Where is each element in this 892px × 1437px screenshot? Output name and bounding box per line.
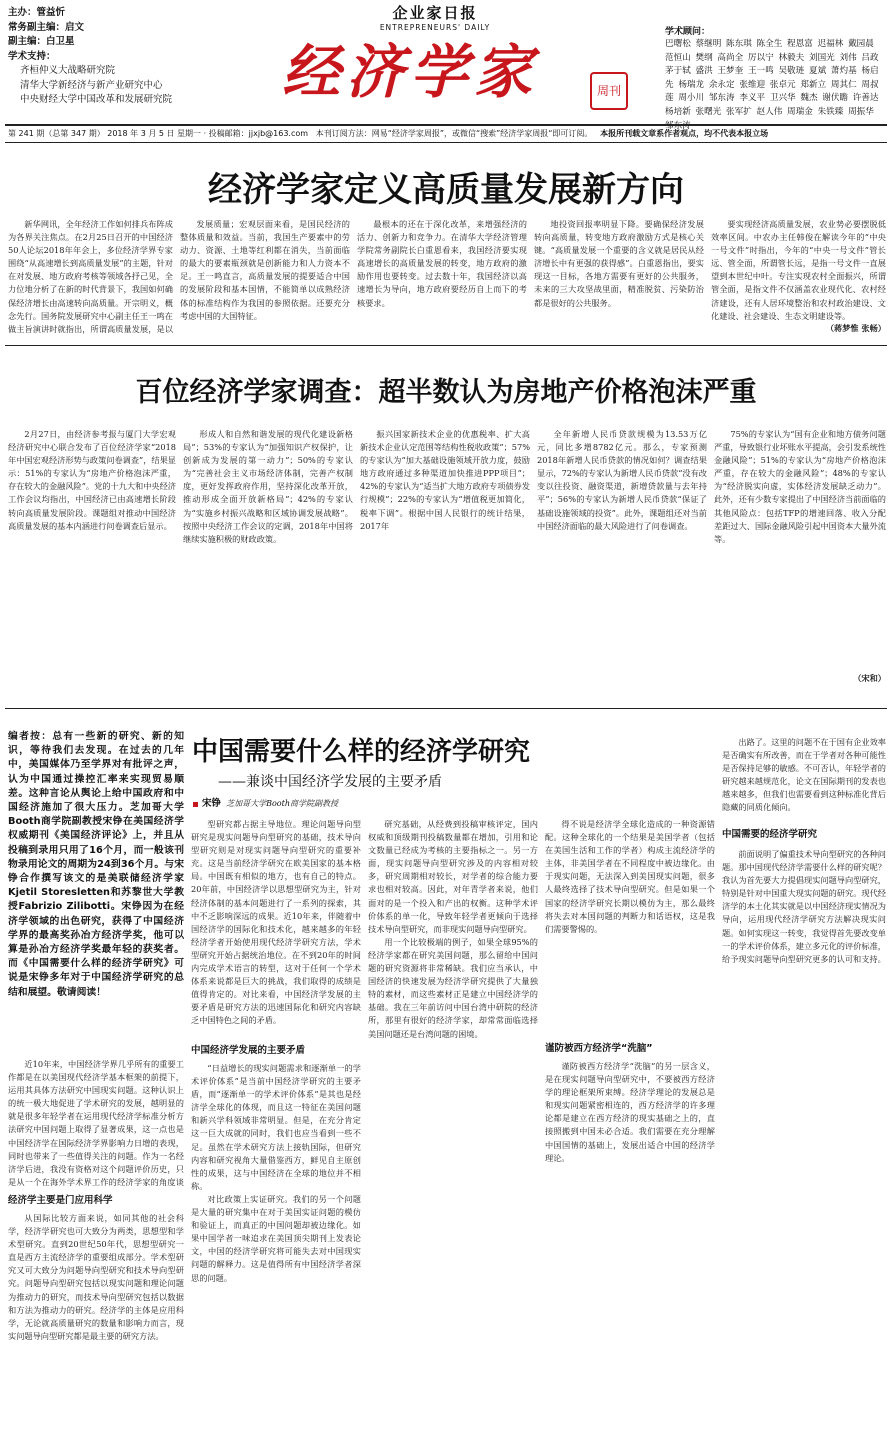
article3-col bbox=[191, 818, 361, 1032]
divider bbox=[5, 124, 887, 126]
brand-en: ENTREPRENEURS' DAILY bbox=[379, 23, 491, 32]
newspaper-brand bbox=[300, 2, 570, 32]
divider bbox=[5, 345, 887, 346]
paragraph: “日益增长的现实问题需求和逐渐单一的学术评价体系”是当前中国经济学研究的主要矛盾，而“逐渐单一的学术评价体系”是其也是经济学全球化的体现，而且这一特征在美国问题和新兴学科领域非常明显。但是，在充分肯定这一巨大成就的同时，我们也应当看到一些不足。虽然在学术研究方法上接轨国际，但研究内容和研究视角大量借鉴西方，鲜见自主原创性的成果，这与中国经济在全球的地位并不相称。 bbox=[191, 1063, 361, 1191]
advisors-title: 学术顾问： bbox=[665, 27, 711, 37]
headline-2: 百位经济学家调查：超半数认为房地产价格泡沫严重 bbox=[135, 377, 757, 408]
article3-col bbox=[722, 848, 886, 1434]
credit-line: 学术支持： bbox=[8, 50, 56, 62]
headline-1: 经济学家定义高质量发展新方向 bbox=[208, 170, 684, 210]
credit-line: 副主编：白卫星 bbox=[8, 36, 75, 47]
article3-col bbox=[722, 736, 886, 816]
section-heading: 谨防被西方经济学“洗脑” bbox=[545, 1043, 653, 1054]
article3-intro bbox=[8, 1058, 184, 1186]
author-line bbox=[193, 797, 633, 811]
paragraph: 用一个比较极端的例子，如果全球95%的经济学家都在研究美国问题，那么留给中国问题的研究资源将非常稀缺。我们应当承认，中国经济的快速发展为经济学研究提供了大量独特的素材，而这些素材正是建立中国经济学的基础。我在三年前访问中国台湾中研院的经济所，那里有很好的经济学家，却常常面临选择美国问题还是台湾问题的困境。 bbox=[368, 936, 538, 1039]
paragraph: 要实现经济高质量发展，农业势必要摆脱低效率区间。中农办主任韩俊在解读今年的“中央一号文件”时指出，今年的“中央一号文件”管长远、管全面，所谓管长远，是指一号文件一直展望到本世纪中叶。专注实现农村全面振兴，所谓管全面，是指文件不仅涵盖农业现代化、农村经济建设，还有人居环境整治和农村政治建设、文化建设、社会建设、生态文明建设等。 bbox=[711, 219, 886, 321]
section-heading: 中国需要的经济学研究 bbox=[722, 829, 818, 840]
article2-byline: （宋和） bbox=[853, 673, 886, 683]
paragraph: 地投资回报率明显下降。要确保经济发展转向高质量，转变地方政府激励方式是核心关键。“高质量发展一个重要的含义就是居民从经济增长中有更强的获得感”。白重恩指出，要实现这一目标，各地方需要有更好的公共服务，未来的三大攻坚战里面，精准脱贫、污染防治都是很好的公共服务。 bbox=[534, 219, 704, 308]
article2-col bbox=[714, 428, 886, 672]
support-org: 中央财经大学中国改革和发展研究院 bbox=[20, 94, 173, 105]
issue-info: 第 241 期（总第 347 期） 2018 年 3 月 5 日 星期一 · 投稿邮箱：jjxjb@163.com bbox=[8, 129, 309, 138]
article1-col bbox=[180, 218, 350, 336]
article1-byline: （蒋梦惟 张畅） bbox=[825, 323, 886, 333]
subheadline-3: ——兼谈中国经济学发展的主要矛盾 bbox=[218, 774, 442, 790]
paragraph: 振兴国家新技术企业的优惠税率、扩大高新技术企业认定范围等结构性税收政策”；57%的专家认为“加大基础设施领域开放力度，鼓励地方政府通过多种渠道加快推进PPP项目”；42%的专家认为“适当扩大地方政府专项债券发行规模”；22%的专家认为“增值税更加简化，税率下调”。根据中国人民银行的统计结果，2017年 bbox=[360, 429, 530, 531]
issue-info-bar bbox=[8, 128, 886, 139]
paper-logo: 经济学家 bbox=[282, 38, 539, 106]
advisors-list: 巴曙松 蔡继明 陈东琪 陈全生 程恩富 迟福林 戴园晨 范恒山 樊纲 高尚全 厉以宁 林毅夫 刘国光 刘伟 吕政 茅于轼 盛洪 王梦奎 王一鸣 吴敬琏 夏斌 萧灼基 杨启先 杨瑞龙 余永定 张维迎 张卓元 郑新立 周其仁 周叔莲 周小川 邹东涛 李义平 卫兴华 魏杰 谢伏瞻 许善达 杨培新 张曙光 张军扩 赵人伟 周瑞金 朱铁臻 周振华 bbox=[665, 39, 879, 117]
subscribe-info: 本刊订阅方法：网易“经济学家周报”，或微信“搜索”经济学家周报“即可订阅。 bbox=[315, 129, 593, 138]
paragraph: 研究基础，从经费到投稿审核评定，国内权威和顶级期刊投稿数量都在增加，引用和论文数量已经成为考核的主要指标之一。另一方面，现实问题导向型研究涉及的内容相对较多，研究周期相对较长，对学者的综合能力要求也相对较高。因此，对年青学者来说，他们面对的是一个投入和产出的权衡。这种学术评价体系的单一化，导致年轻学者更倾向于选择技术导向型研究，而非现实问题导向型研究。 bbox=[368, 819, 538, 934]
divider bbox=[5, 142, 887, 143]
paragraph: 对比政策上实证研究。我们的另一个问题是大量的研究集中在对于美国实证问题的模仿和验证上，而真正的中国问题却被边缘化。如果中国学者一味追求在美国顶尖期刊上发表论文，中国的经济学研究将可能失去对中国现实问题的解释力。这是值得所有中国经济学者深思的问题。 bbox=[191, 1193, 361, 1283]
section-heading: 经济学主要是门应用科学 bbox=[8, 1195, 113, 1206]
paragraph: 最根本的还在于深化改革，来增强经济的活力、创新力和竞争力。在清华大学经济管理学院常务副院长白重恩看来，我国经济要实现高速增长的高质量发展的转变，地方政府的激励作用也要转变。过去数十年，我国经济以高速增长为导向，地方政府要经历自上而下的考核要求。 bbox=[357, 219, 527, 308]
article3-col bbox=[545, 818, 715, 1030]
disclaimer: 本报所刊载文章系作者观点，均不代表本报立场 bbox=[600, 129, 769, 138]
paragraph: 从国际比较方面来说，如同其他的社会科学，经济学研究也可大致分为两类，思想型和学术型研究。直到20世纪50年代，思想型研究一直是西方主流经济学的重要组成部分。学术型研究又可大致分为问题导向型研究和技术导向型研究。问题导向型研究包括以现实问题和理论问题为推动力的研究，而技术导向型研究包括以数据和方法为推动力的研究。经济学的主体是应用科学，无论就高质量研究的数量和影响力而言，现实问题导向型研究都是最主要的研究方法。 bbox=[8, 1213, 184, 1341]
brand-cn: 企业家日报 bbox=[392, 4, 478, 22]
paragraph: 近10年来，中国经济学界几乎所有的重要工作都是在以美国现代经济学基本框架的前提下，运用其具体方法研究中国现实问题。这种认识上的统一极大地促进了学术研究的发展，越明显的就是很多年轻学者在运用现代经济学标准分析方法研究中国问题上取得了显著成果，这一点也是中国经济学在国际经济学界影响力日增的表现，同时也带来了一些值得关注的问题。作为一名经济学后进，我没有资格对这个问题评价历史，只是从一个在海外学术界工作的经济学家的角度谈 bbox=[8, 1059, 184, 1186]
paragraph: 发展质量；宏观层面来看，是国民经济的整体质量和效益。当前，我国生产要素中的劳动力、资源、土地等红利都在消失，当前面临的最大的要素瓶颈就是创新能力和人力资本不足。王一鸣直言，高质量发展的提要适合中国的发展阶段和基本国情，不能简单以成熟经济体的标准结构作为我国的参照依据。还要充分考虑中国的大国特征。 bbox=[180, 219, 350, 321]
paragraph: 75%的专家认为“国有企业和地方债务问题严重，导致银行业坏账水平提高，会引发系统性金融风险”；51%的专家认为“房地产价格泡沫严重，存在较大的金融风险”；48%的专家认为“经济脱实向虚，实体经济发展缺乏动力”。此外，还有少数专家提出了中国经济当前面临的其他风险点：包括TFP的增速回落、收入分配差距过大、国际金融风险引起中国资本大量外流等。 bbox=[714, 429, 886, 544]
paragraph: 谨防被西方经济学“洗脑”的另一层含义，是在现实问题导向型研究中，不要被西方经济学的理论框架所束缚。经济学理论的发展总是和现实问题紧密相连的，西方经济学的许多理论都是建立在西方经济的现实基础之上的，直接照搬到中国未必合适。我们需要在充分理解中国国情的基础上，发展出适合中国的经济学理论。 bbox=[545, 1061, 715, 1163]
weekly-seal: 周刊 bbox=[590, 72, 628, 110]
section-heading: 中国经济学发展的主要矛盾 bbox=[191, 1045, 306, 1056]
paragraph: 全年新增人民币贷款规模为13.53万亿元，同比多增8782亿元。那么，专家预测2018年新增人民币贷款的情况如何？调查结果显示，72%的专家认为新增人民币贷款“没有改变以往投资、融资渠道，新增贷款量与去年持平”；56%的专家认为新增人民币贷款“保证了基础设施领域的投资”。此外，课题组还对当前中国经济面临的最大风险进行了问卷调查。 bbox=[537, 429, 707, 531]
credit-line: 常务副主编：启文 bbox=[8, 21, 85, 33]
article3-col bbox=[191, 1062, 361, 1434]
article3-col bbox=[368, 818, 538, 1434]
paragraph: 新华网讯，全年经济工作如何排兵布阵成为各界关注焦点。在2月25日召开的中国经济50人论坛2018年年会上，多位经济学界专家围绕“从高速增长到高质量发展”的主题，针对在对发展、地方政府考核等领域各抒己见，全力位地分析了在新的时代背景下，我国如何确保经济增长由高速转向高质量。开宗明义，概念先行。国务院发展研究中心副主任王一鸣在做主旨演讲时就指出，所谓高质量发展，是以 bbox=[8, 219, 173, 334]
article2-col bbox=[183, 428, 353, 686]
article2-col bbox=[360, 428, 530, 686]
credit-line: 主办：管益忻 bbox=[8, 7, 66, 18]
editor-note: 编者按：总有一些新的研究、新的知识，等待我们去发现。在过去的几年中，美国媒体乃至学界对有批评之声，认为中国通过操控汇率来实现贸易顺差。这种言论从舆论上给中国政府和中国经济施加了很大压力。芝加哥大学Booth商学院副教授宋铮在美国经济学权威期刊《美国经济评论》上，并且从投稿到录用只用了16个月，而一般该刊物录用论文的周期为24到36个月。与宋铮合作撰写该文的是美联储经济学家Kjetil Storesletten和苏黎世大学教授Fabrizio Zilibotti。宋铮因为在经济学领域的出色研究，获得了中国经济学界的最高奖孙冶方经济学奖，他可以算是孙冶方经济学奖最年轻的获奖者。而《中国需要什么样的经济学研究》可说是宋铮多年对于中国经济学研究的总结和展望。敬请阅读！ bbox=[8, 731, 184, 998]
article2-col bbox=[537, 428, 707, 686]
bullet-icon bbox=[193, 802, 198, 807]
paragraph: 2月27日，由经济参考报与厦门大学宏观经济研究中心联合发布了百位经济学家“2018年中国宏观经济形势与政策问卷调查”，结果显示：51%的专家认为“房地产价格泡沫严重，存在较大的金融风险”。党的十九大和中央经济工作会议均指出，中国经济已由高速增长阶段转向高质量发展阶段。课题组对推动中国经济高质量发展的基本内涵进行问卷调查后显示。 bbox=[8, 429, 176, 531]
article3-col bbox=[8, 1212, 184, 1434]
headline-3: 中国需要什么样的经济学研究 bbox=[192, 737, 531, 767]
author-title: 芝加哥大学Booth商学院副教授 bbox=[226, 799, 338, 808]
article1-col bbox=[711, 218, 886, 322]
paragraph: 出路了。这里的问题不在于国有企业效率是否确实有所改善，而在于学者对各种可能性是否保持足够的敏感。不可否认，年轻学者的研究越来越规范化，论文在国际期刊的发表也越来越多，但我们也需要看到这种标准化背后隐藏的同质化倾向。 bbox=[722, 737, 886, 813]
masthead-credits bbox=[8, 6, 213, 108]
article1-col bbox=[8, 218, 173, 336]
paragraph: 形成人和自然和谐发展的现代化建设新格局”；53%的专家认为“加强知识产权保护，让创新成为发展的第一动力”；50%的专家认为“完善社会主义市场经济体制，完善产权制度，更好发挥政府作用，坚持深化改革开放，推动形成全面开放新格局”；42%的专家认为“实施乡村振兴战略和区域协调发展战略”。按照中央经济工作会议的定调，2018年中国将继续实施积极的财政政策。 bbox=[183, 429, 353, 544]
paragraph: 型研究都占据主导地位。理论问题导向型研究是现实问题导向型研究的基础，技术导向型研究则是对现实问题导向型研究的重要补充。这是当前经济学研究在欧美国家的基本格局。中国既有相似的地方，也有自己的特点。20年前，中国经济学以思想型研究为主，针对经济体制的基本问题进行了一系列的探索，其中不乏影响深远的成果。近10年来，伴随着中国经济学的国际化和技术化，越来越多的年轻经济学者开始使用现代经济学研究方法，学术型研究开始占据统治地位。在不到20年的时间内完成学术语言的转型，这对于任何一个学术体系来说都是巨大的挑战，我们取得的成绩是值得肯定的。对比来看，中国经济学发展的主要矛盾是研究方法的迅速国际化和研究内容缺乏中国特色之间的矛盾。 bbox=[191, 819, 361, 1026]
divider bbox=[5, 708, 887, 709]
paragraph: 前面说明了偏重技术导向型研究的各种问题。那中国现代经济学需要什么样的研究呢？我认为首先要大力提倡现实问题导向型研究，特别是针对中国重大现实问题的研究。现代经济学的本土化其实就是以中国经济现实情况为导向，运用现代经济学研究方法解决现实问题。如何实现这一转变，我觉得首先要改变单一的学术评价体系，建立多元化的评价标准，给予现实问题导向型研究更多的认可和支持。 bbox=[722, 849, 886, 964]
article1-col bbox=[357, 218, 527, 336]
article2-col bbox=[8, 428, 176, 686]
article3-col bbox=[545, 1060, 715, 1434]
article1-col bbox=[534, 218, 704, 336]
support-org: 齐桓仲义大战略研究院 bbox=[20, 65, 116, 76]
paragraph: 得不说是经济学全球化造成的一种资源错配。这种全球化的一个结果是美国学者（包括在美国生活和工作的学者）构成主流经济学的主体，非美国学者在不同程度中被边缘化。由于现实问题，无法深入到美国现实问题，很多人最终选择了技术导向型研究。但是如果一个国家的经济学研究长期以模仿为主，那么最终将失去对本国问题的判断力和话语权，这是我们需要警惕的。 bbox=[545, 819, 715, 934]
author-name: 宋铮 bbox=[202, 798, 222, 809]
support-org: 清华大学新经济与新产业研究中心 bbox=[20, 79, 163, 91]
